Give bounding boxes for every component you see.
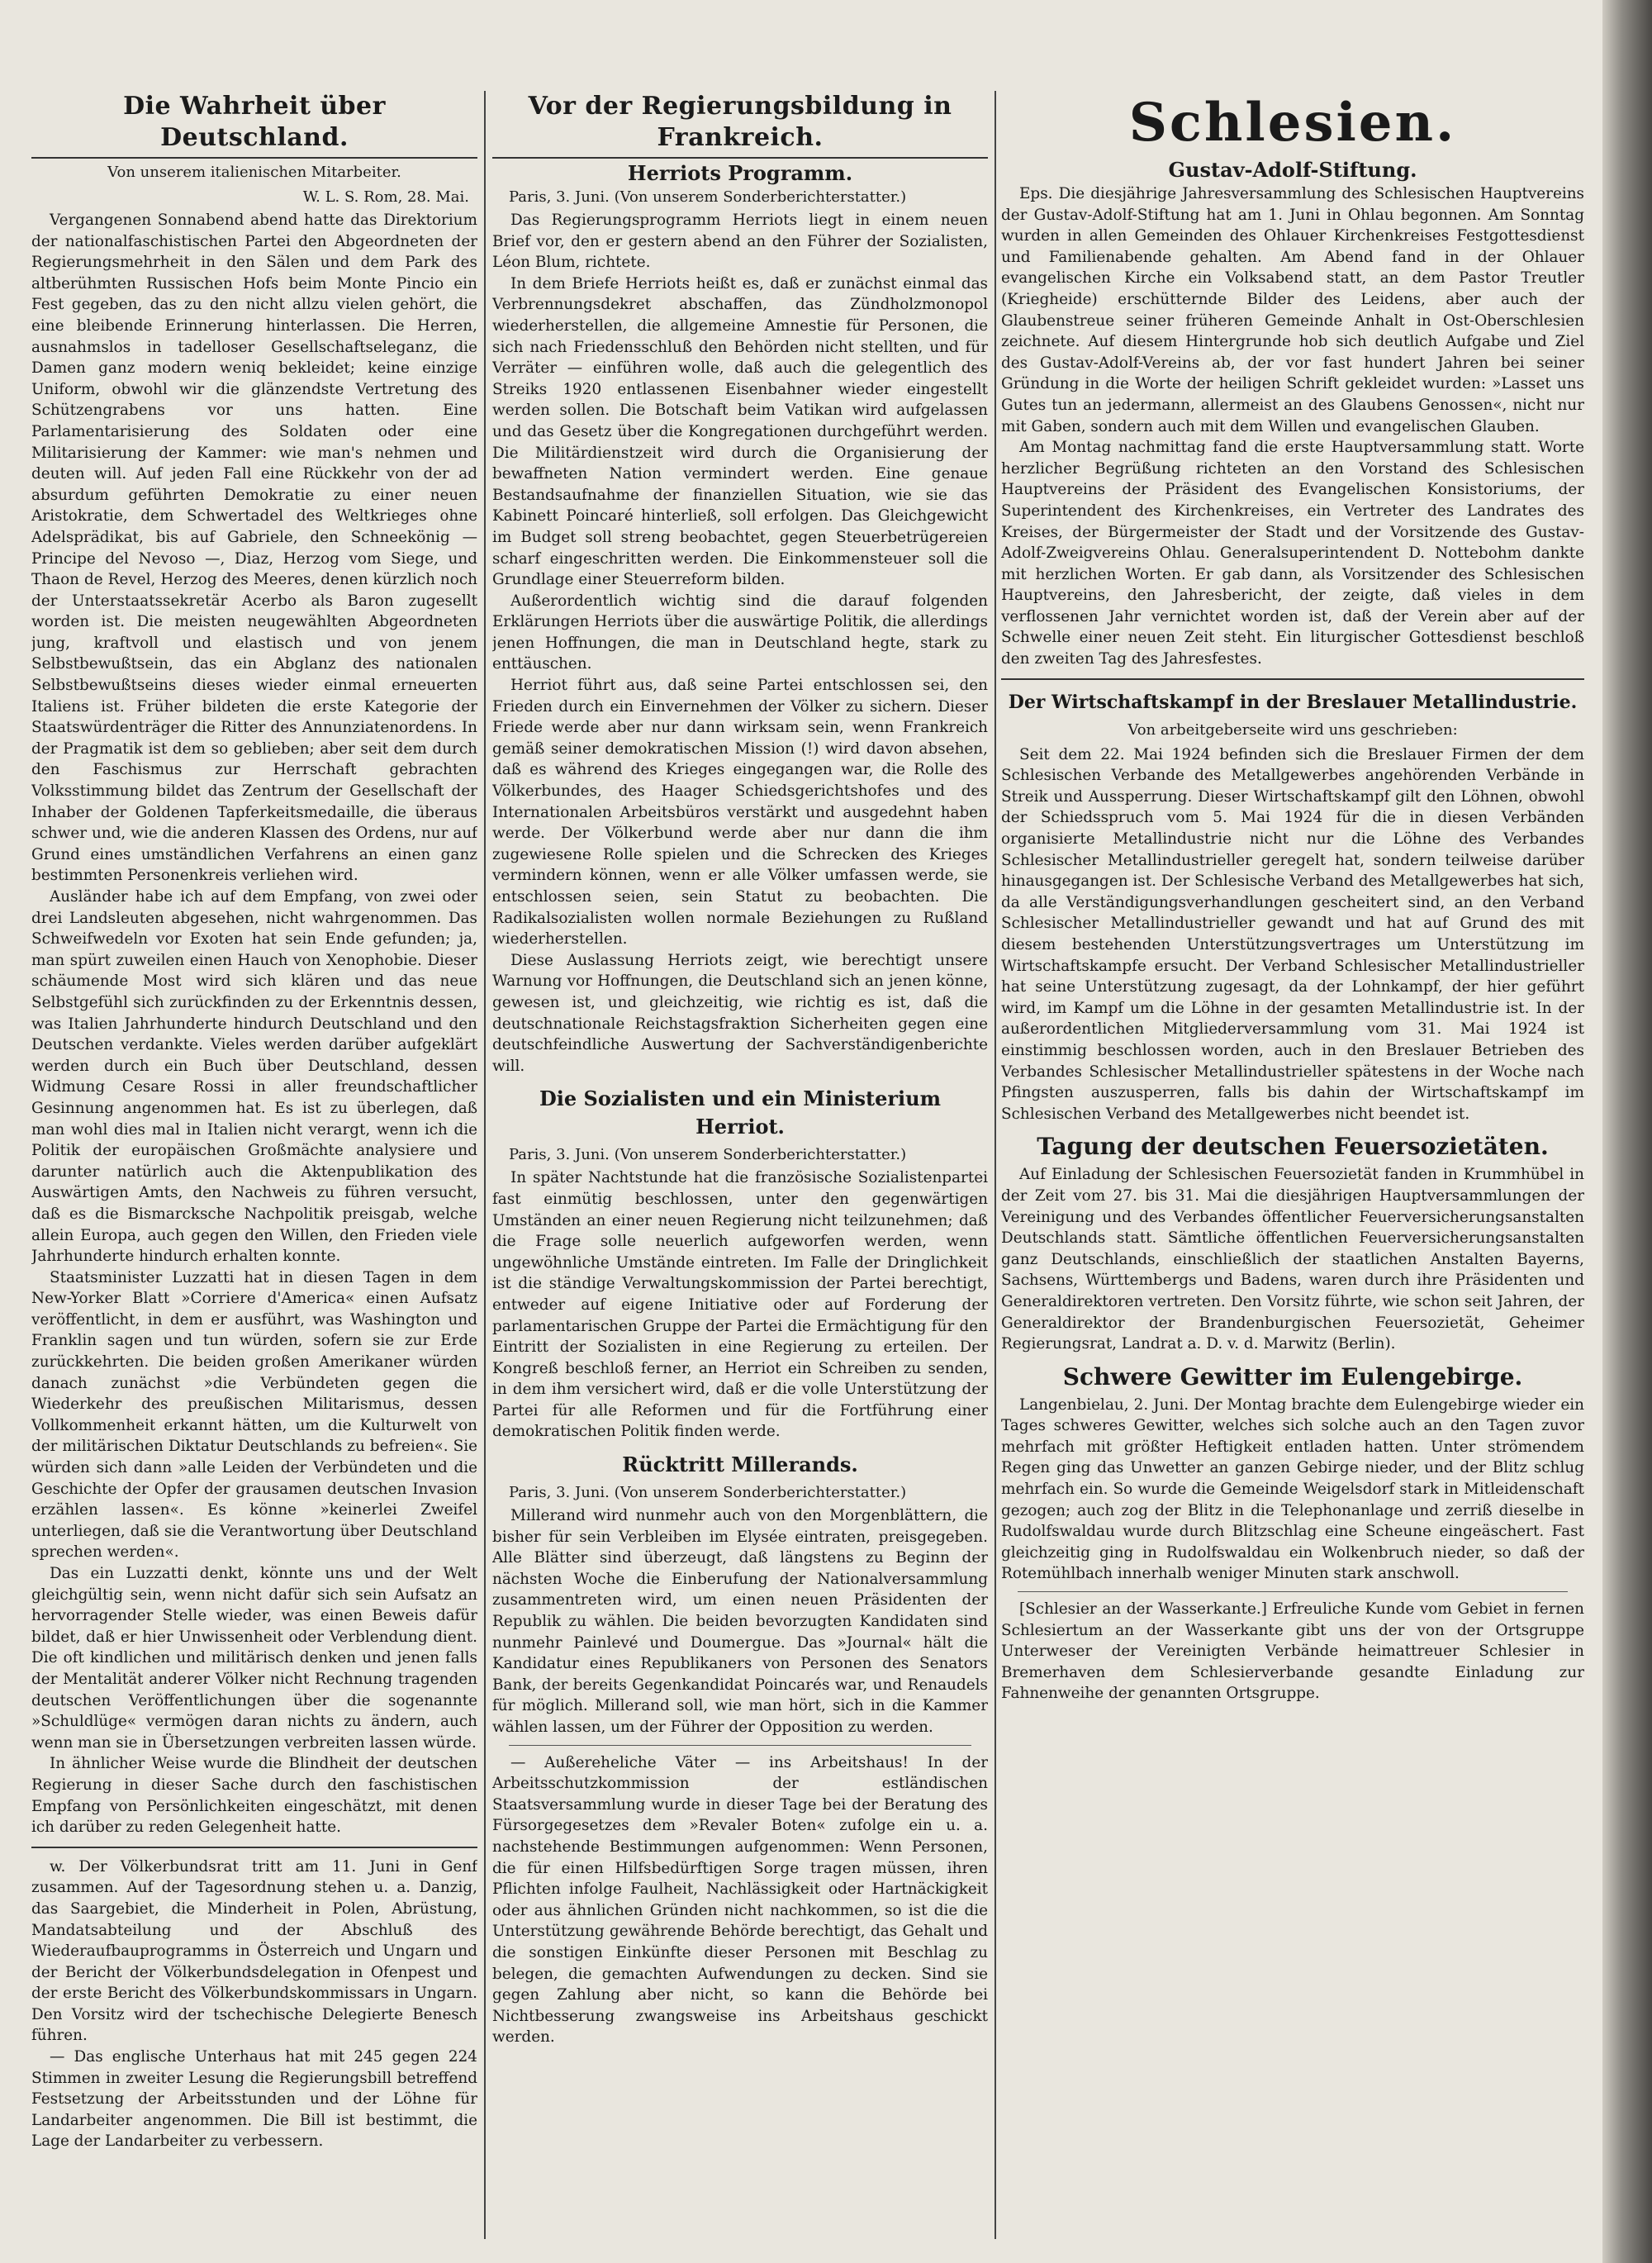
article-paragraph: Ausländer habe ich auf dem Empfang, von zwei oder drei Landsleuten abgesehen, nicht wahrgenommen. Das Schweifwedeln vor Exoten hat sein Ende gefunden; ja, man spürt zuweilen einen Hauch von Xenophobie. Dieser schäumende Most wird sich klären und das neue Selbstgefühl sich zurückfinden zu der Erkenntnis dessen, was Italien Jahrhunderte hindurch Deutschland und den Deutschen verdankte. Vieles werden darüber aufgeklärt werden durch ein Buch über Deutschland, dessen Widmung Cesare Rossi in aller freundschaftlicher Gesinnung angenommen hat. Es ist zu überlegen, daß man wohl dies mal in Italien nicht verargt, wenn ich die Politik der europäischen Großmächte analysiere und darunter natürlich auch die Aktenpublikation des Auswärtigen Amts, den Nachweis zu führen versucht, daß es die Bismarcksche Nachpolitik preisgab, welche allein Europa, auch gegen den Willen, den Frieden viele Jahrhunderte hindurch erhalten konnte. (31, 888, 477, 1266)
headline-silesia: Schlesien. (1128, 92, 1457, 154)
article-paragraph: Auf Einladung der Schlesischen Feuersozietät fanden in Krummhübel in der Zeit vom 27. bis 31. Mai die diesjährigen Hauptversammlungen der Vereinigung und des Verbandes öffentlicher Feuerversicherungsanstalten Deutschlands statt. Sämtliche öffentlichen Feuerversicherungsanstalten ganz Deutschlands, einschließlich der staatlichen Anstalten Bayerns, Sachsens, Württembergs und Badens, waren durch ihre Präsidenten und Generaldirektoren vertreten. Den Vorsitz führte, wie schon seit Jahren, der Generaldirektor der Brandenburgischen Feuersozietät, Geheimer Regierungsrat, Landrat a. D. v. d. Marwitz (Berlin). (1001, 1166, 1584, 1353)
article-paragraph: Eps. Die diesjährige Jahresversammlung des Schlesischen Hauptvereins der Gustav-Adolf-Stiftung hat am 1. Juni in Ohlau begonnen. Am Sonntag wurden in allen Gemeinden des Ohlauer Kirchenkreises Festgottesdienst und Familienabende gehalten. Am Abend fand in der Ohlauer evangelischen Kirche ein Volksabend statt, an dem Pastor Treutler (Kriegheide) erschütternde Bilder des Leidens, aber auch der Glaubenstreue seiner früheren Gemeinde Anhalt in Ost-Oberschlesien zeichnete. Auf diesem Hintergrunde hob sich deutlich Aufgabe und Ziel des Gustav-Adolf-Vereins ab, der vor fast hundert Jahren bei seiner Gründung in die Worte der heiligen Schrift gekleidet wurden: »Lasset uns Gutes tun an jedermann, allermeist an des Glaubens Genossen«, nicht nur mit Gaben, sondern auch mit dem Willen und evangelischen Glauben. (1001, 185, 1584, 435)
column-divider (995, 91, 996, 2239)
article-paragraph: Das Regierungsprogramm Herriots liegt in einem neuen Brief vor, den er gestern abend an den Führer der Sozialisten, Léon Blum, richtete. (492, 212, 988, 272)
article-paragraph: Herriot führt aus, daß seine Partei entschlossen sei, den Frieden durch ein Einvernehmen der Völker zu sichern. Dieser Friede werde aber nur dann wirksam sein, wenn Frankreich gemäß seiner demokratischen Mission (!) wird davon absehen, daß es während des Krieges eingegangen war, die Rolle des Völkerbundes, des Haager Schiedsgerichtshofes und des Internationalen Arbeitsbüros verstärkt und ausgedehnt haben werde. Der Völkerbund werde aber nur dann die ihm zugewiesene Rolle spielen und die Schrecken des Krieges vermindern können, wenn er alle Völker umfassen werde, sie entschlossen seien, sein Statut zu beobachten. Die Radikalsozialisten wollen normale Beziehungen zu Rußland wiederherstellen. (492, 677, 988, 948)
column-2 (492, 91, 988, 2239)
dateline: Von arbeitgeberseite wird uns geschrieben: (1127, 720, 1458, 739)
article-paragraph: Langenbielau, 2. Juni. Der Montag brachte dem Eulengebirge wieder ein Tages schweres Gewitter, welches sich solche auch an den Tagen zuvor mehrfach mit größter Heftigkeit entladen hatten. Unter strömendem Regen ging das Unwetter an ganzen Gebirge nieder, und der Blitz schlug mehrfach ein. So wurde die Gemeinde Weigelsdorf stark in Mitleidenschaft gezogen; auch zog der Blitz in die Telephonanlage und zerriß dieselbe in Rudolfswaldau wurde durch Blitzschlag eine Scheune eingeäschert. Fast gleichzeitig ging in Rudolfswaldau ein Wolkenbruch nieder, so daß der Rotemühlbach innerhalb weniger Minuten stark anschwoll. (1001, 1395, 1584, 1583)
headline-truth-about-germany: Die Wahrheit über Deutschland. (31, 91, 477, 159)
article-paragraph: Diese Auslassung Herriots zeigt, wie berechtigt unsere Warnung vor Hoffnungen, die Deutschland sich an jenen könne, gewesen ist, und gleichzeitig, wie richtig es ist, daß die deutschnationale Reichstagsfraktion Sicherheiten gegen eine deutschfeindliche Auswertung der Sachverständigenberichte will. (492, 951, 988, 1075)
section-title-socialists: Die Sozialisten und ein Ministerium Herriot. (539, 1086, 942, 1139)
book-edge (1602, 0, 1652, 2263)
section-title-metal-industry: Der Wirtschaftskampf in der Breslauer Metallindustrie. (1008, 691, 1578, 713)
section-rule (1018, 1591, 1568, 1592)
news-note: — Außereheliche Väter — ins Arbeitshaus! In der Arbeitsschutzkommission der estländischen Staatsversammlung wurde in dieser Tage bei der Beratung des Fürsorgegesetzes dem »Revaler Boten« zufolge ein u. a. nachstehende Bestimmungen aufgenommen: Wenn Personen, die für einen Hilfsbedürftigen Sorge tragen müssen, ihren Pflichten infolge Faulheit, Nachlässigkeit oder Hartnäckigkeit oder aus ähnlichen Gründen nicht nachkommen, so ist die die Unterstützung gewährende Behörde berechtigt, das Gehalt und die sonstigen Einkünfte dieser Personen mit Beschlag zu belegen, die gemachten Aufwendungen zu decken. Sind sie gegen Zahlung aber nicht, so kann die Behörde bei Nichtbesserung zwangsweise ins Arbeitshaus geschickt werden. (492, 1753, 988, 2047)
section-title-thunderstorms: Schwere Gewitter im Eulengebirge. (1062, 1362, 1523, 1391)
section-rule (509, 1745, 971, 1746)
subheadline-herriot-program: Herriots Programm. (627, 161, 853, 185)
dateline: Paris, 3. Juni. (Von unserem Sonderberichterstatter.) (509, 188, 907, 206)
news-note: — Das englische Unterhaus hat mit 245 gegen 224 Stimmen in zweiter Lesung die Regierungsbill betreffend Festsetzung der Arbeitsstunden und der Löhne für Landarbeiter angenommen. Die Bill ist bestimmt, die Lage der Landarbeiter zu verbessern. (31, 2048, 477, 2151)
article-paragraph: Vergangenen Sonnabend abend hatte das Direktorium der nationalfaschistischen Partei den Abgeordneten der Regierungsmehrheit in den Sälen und dem Park des altberühmten Russischen Hofs beim Monte Pincio ein Fest gegeben, das zu den nicht allzu vielen gehört, die eine bleibende Erinnerung hinterlassen. Die Herren, ausnahmslos in tadelloser Gesellschaftseleganz, die Damen ganz modern weniq bekleidet; keine einzige Uniform, obwohl wir die glänzendste Vertretung des Schützengrabens vor uns hatten. Eine Parlamentarisierung des Soldaten oder eine Militarisierung der Kammer: wie man's nehmen und deuten will. Auf jeden Fall eine Rückkehr von der ad absurdum geführten Demokratie zu einer neuen Aristokratie, dem Schwertadel des Weltkrieges ohne Adelsprädikat, bis auf Gabriele, den Schneekönig — Principe del Nevoso —, Diaz, Herzog vom Siege, und Thaon de Revel, Herzog des Meeres, denen kürzlich noch der Unterstaatssekretär Acerbo als Baron zugesellt worden ist. Die meisten neugewählten Abgeordneten jung, kraftvoll und elastisch und von jenem Selbstbewußtsein, das ein Abglanz des nationalen Selbstbewußtseins dieses wieder einmal erneuerten Italiens ist. Früher bildeten die erste Kategorie der Staatswürdenträger die Ritter des Annunziatenordens. In der Pragmatik ist dem so geblieben; aber seit dem durch den Faschismus zur Herrschaft gebrachten Volksstimmung bildet das Zentrum der Gesellschaft der Inhaber der Goldenen Tapferkeitsmedaille, die überaus schwer und, wie die anderen Klassen des Ordens, nur auf Grund eines umständlichen Verfahrens an einen ganz bestimmten Personenkreis verliehen wird. (31, 212, 477, 885)
article-paragraph: Millerand wird nunmehr auch von den Morgenblättern, die bisher für sein Verbleiben im Elysée eintraten, preisgegeben. Alle Blätter sind überzeugt, daß längstens zu Beginn der nächsten Woche die Einberufung der Nationalversammlung zusammentreten wird, um einen neuen Präsidenten der Republik zu wählen. Die beiden bevorzugten Kandidaten sind nunmehr Painlevé und Doumergue. Das »Journal« hält die Kandidatur eines Republikaners von Personen des Senators Bank, der bereits Gegenkandidat Poincarés war, und Renaudels für möglich. Millerand soll, wie man hört, sich in die Kammer wählen lassen, um der Führer der Opposition zu werden. (492, 1507, 988, 1736)
news-note: w. Der Völkerbundsrat tritt am 11. Juni in Genf zusammen. Auf der Tagesordnung stehen u. a. Danzig, das Saargebiet, die Minderheit in Polen, Abrüstung, Mandatsabteilung und der Abschluß des Wiederaufbauprogramms in Österreich und Ungarn und der Bericht der Völkerbundsdelegation in Ofenpest und der erste Bericht des Völkerbundskommissars in Ungarn. Den Vorsitz wird der tschechische Delegierte Benesch führen. (31, 1857, 477, 2045)
section-rule (1001, 678, 1584, 680)
article-paragraph: In dem Briefe Herriots heißt es, daß er zunächst einmal das Verbrennungsdekret abschaffen, das Zündholzmonopol wiederherstellen, die allgemeine Amnestie für Personen, die sich nach Friedensschluß den Behörden nicht stellten, und für Verräter — einführen wolle, daß auch die gelegentlich des Streiks 1920 entlassenen Eisenbahner wieder eingestellt werden sollen. Die Botschaft beim Vatikan wird aufgelassen und das Gesetz über die Kongregationen durchgeführt werden. Die Militärdienstzeit wird durch die Organisierung der bewaffneten Nation vermindert werden. Eine genaue Bestandsaufnahme der finanziellen Situation, wie sie das Kabinett Poincaré hinterließ, soll erfolgen. Das Gleichgewicht im Budget soll streng beobachtet, gegen Steuerbetrügereien scharf eingeschritten werden. Die Einkommensteuer soll die Grundlage einer Steuerreform bilden. (492, 274, 988, 589)
news-note: [Schlesier an der Wasserkante.] Erfreuliche Kunde vom Gebiet in fernen Schlesiertum an der Wasserkante gibt uns der von der Ortsgruppe Unterweser der Vereinigten Verbände heimattreuer Schlesier in Bremerhaven dem Schlesierverbande gesandte Einladung zur Fahnenweihe der genannten Ortsgruppe. (1001, 1600, 1584, 1703)
dateline: Paris, 3. Juni. (Von unserem Sonderberichterstatter.) (509, 1484, 907, 1502)
article-paragraph: Außerordentlich wichtig sind die darauf folgenden Erklärungen Herriots über die auswärtige Politik, die allerdings jenen Hoffnungen, die man in Deutschland hegte, stark zu enttäuschen. (492, 592, 988, 673)
article-paragraph: In später Nachtstunde hat die französische Sozialistenpartei fast einmütig beschlossen, unter den gegenwärtigen Umständen an einer neuen Regierung nicht teilzunehmen; daß die Frage solle neuerlich aufgeworfen werden, wenn ungewöhnliche Umstände eintreten. Im Falle der Dringlichkeit ist die ständige Verwaltungskommission der Partei berechtigt, entweder auf eigene Initiative oder auf Forderung der parlamentarischen Gruppe der Partei die Ermächtigung für den Eintritt der Sozialisten in eine Regierung zu erteilen. Der Kongreß beschloß ferner, an Herriot ein Schreiben zu senden, in dem ihm versichert wird, daß er die volle Unterstützung der Partei für alle Reformen und für die Fortführung einer demokratischen Politik finden werde. (492, 1169, 988, 1441)
article-paragraph: Am Montag nachmittag fand die erste Hauptversammlung statt. Worte herzlicher Begrüßung richteten an den Vorstand des Schlesischen Hauptvereins der Präsident des Evangelischen Konsistoriums, der Superintendent des Kirchenkreises, ein Vertreter des Landrates des Kreises, der Bürgermeister der Stadt und der Vorsitzende des Gustav-Adolf-Zweigvereins Ohlau. Generalsuperintendent D. Nottebohm dankte mit herzlichen Worten. Er gab dann, als Vorsitzender des Schlesischen Hauptvereins, den Jahresbericht, der zeigte, daß vieles in dem verflossenen Jahr vernichtet worden ist, daß der Verein aber auf der Schwelle einer neuen Zeit steht. Ein liturgischer Gottesdienst beschloß den zweiten Tag des Jahresfestes. (1001, 439, 1584, 668)
headline-france-government: Vor der Regierungsbildung in Frankreich. (492, 91, 988, 159)
dateline: W. L. S. Rom, 28. Mai. (302, 188, 469, 206)
section-rule (31, 1847, 477, 1848)
byline: Von unserem italienischen Mitarbeiter. (107, 164, 401, 181)
article-paragraph: Das ein Luzzatti denkt, könnte uns und der Welt gleichgültig sein, wenn nicht dafür sich sein Aufsatz an hervorragender Stelle wieder, was einen Beweis dafür bildet, daß er hier Unwissenheit oder Verblendung dient. Die oft kindlichen und militärisch denken und jenen falls der Mentalität anderer Völker nicht Rechnung tragenden deutschen Veröffentlichungen über die sogenannte »Schuldlüge« vermögen daran nichts zu ändern, auch wenn man sie in Übersetzungen verbreiten lassen würde. (31, 1565, 477, 1752)
column-divider (484, 91, 486, 2239)
subheadline-gustav-adolf: Gustav-Adolf-Stiftung. (1168, 158, 1417, 182)
dateline: Paris, 3. Juni. (Von unserem Sonderberichterstatter.) (509, 1146, 907, 1164)
section-title-millerand: Rücktritt Millerands. (622, 1452, 858, 1477)
column-1 (31, 91, 477, 2239)
column-3 (1001, 91, 1584, 2239)
article-paragraph: Staatsminister Luzzatti hat in diesen Tagen in dem New-Yorker Blatt »Corriere d'America« einen Aufsatz veröffentlicht, in dem er ausführt, was Washington und Franklin sagen und tun würden, sofern sie zur Erde zurückkehrten. Die beiden großen Amerikaner würden danach zunächst »die Verbündeten gegen die Wiederkehr des preußischen Militarismus, dessen Vollkommenheit erkannt hätten, um die Kulturwelt von der militärischen Diktatur Deutschlands zu befreien«. Sie würden sich dann »alle Leiden der Verbündeten und die Geschichte der Opfer der grausamen deutschen Invasion erzählen lassen«. Es könne »keinerlei Zweifel unterliegen, daß sie die Verantwortung über Deutschland sprechen werden«. (31, 1268, 477, 1562)
article-paragraph: In ähnlicher Weise wurde die Blindheit der deutschen Regierung in dieser Sache durch den faschistischen Empfang von Persönlichkeiten eingeschätzt, mit denen ich darüber zu reden Gelegenheit hatte. (31, 1755, 477, 1837)
section-title-fire-insurance: Tagung der deutschen Feuersozietäten. (1037, 1133, 1549, 1161)
article-paragraph: Seit dem 22. Mai 1924 befinden sich die Breslauer Firmen der dem Schlesischen Verbande des Metallgewerbes angehörenden Verbände in Streik und Aussperrung. Dieser Wirtschaftskampf gilt den Löhnen, obwohl der Schiedsspruch vom 5. Mai 1924 für die in diesen Verbänden organisierte Metallindustrie nicht nur die Löhne des Verbandes Schlesischer Metallindustrieller geregelt hat, sondern teilweise darüber hinausgegangen ist. Der Schlesische Verband des Metallgewerbes hat sich, da alle Verständigungsverhandlungen gescheitert sind, an den Verband Schlesischer Metallindustrieller gewandt und hat auf Grund des mit diesem bestehenden Unterstützungsvertrages um Unterstützung im Wirtschaftskampfe ersucht. Der Verband Schlesischer Metallindustrieller hat seine Unterstützung zugesagt, da der Lohnkampf, der hier geführt wird, im Kampf um die Löhne in der gesamten Metallindustrie ist. In der außerordentlichen Mitgliederversammlung vom 31. Mai 1924 ist einstimmig beschlossen worden, auch in den Breslauer Betrieben des Verbandes Schlesischer Metallindustrieller spätestens in der Woche nach Pfingsten auszusperren, falls bis dahin der Wirtschaftskampf im Schlesischen Verband des Metallgewerbes nicht beendet ist. (1001, 745, 1584, 1123)
